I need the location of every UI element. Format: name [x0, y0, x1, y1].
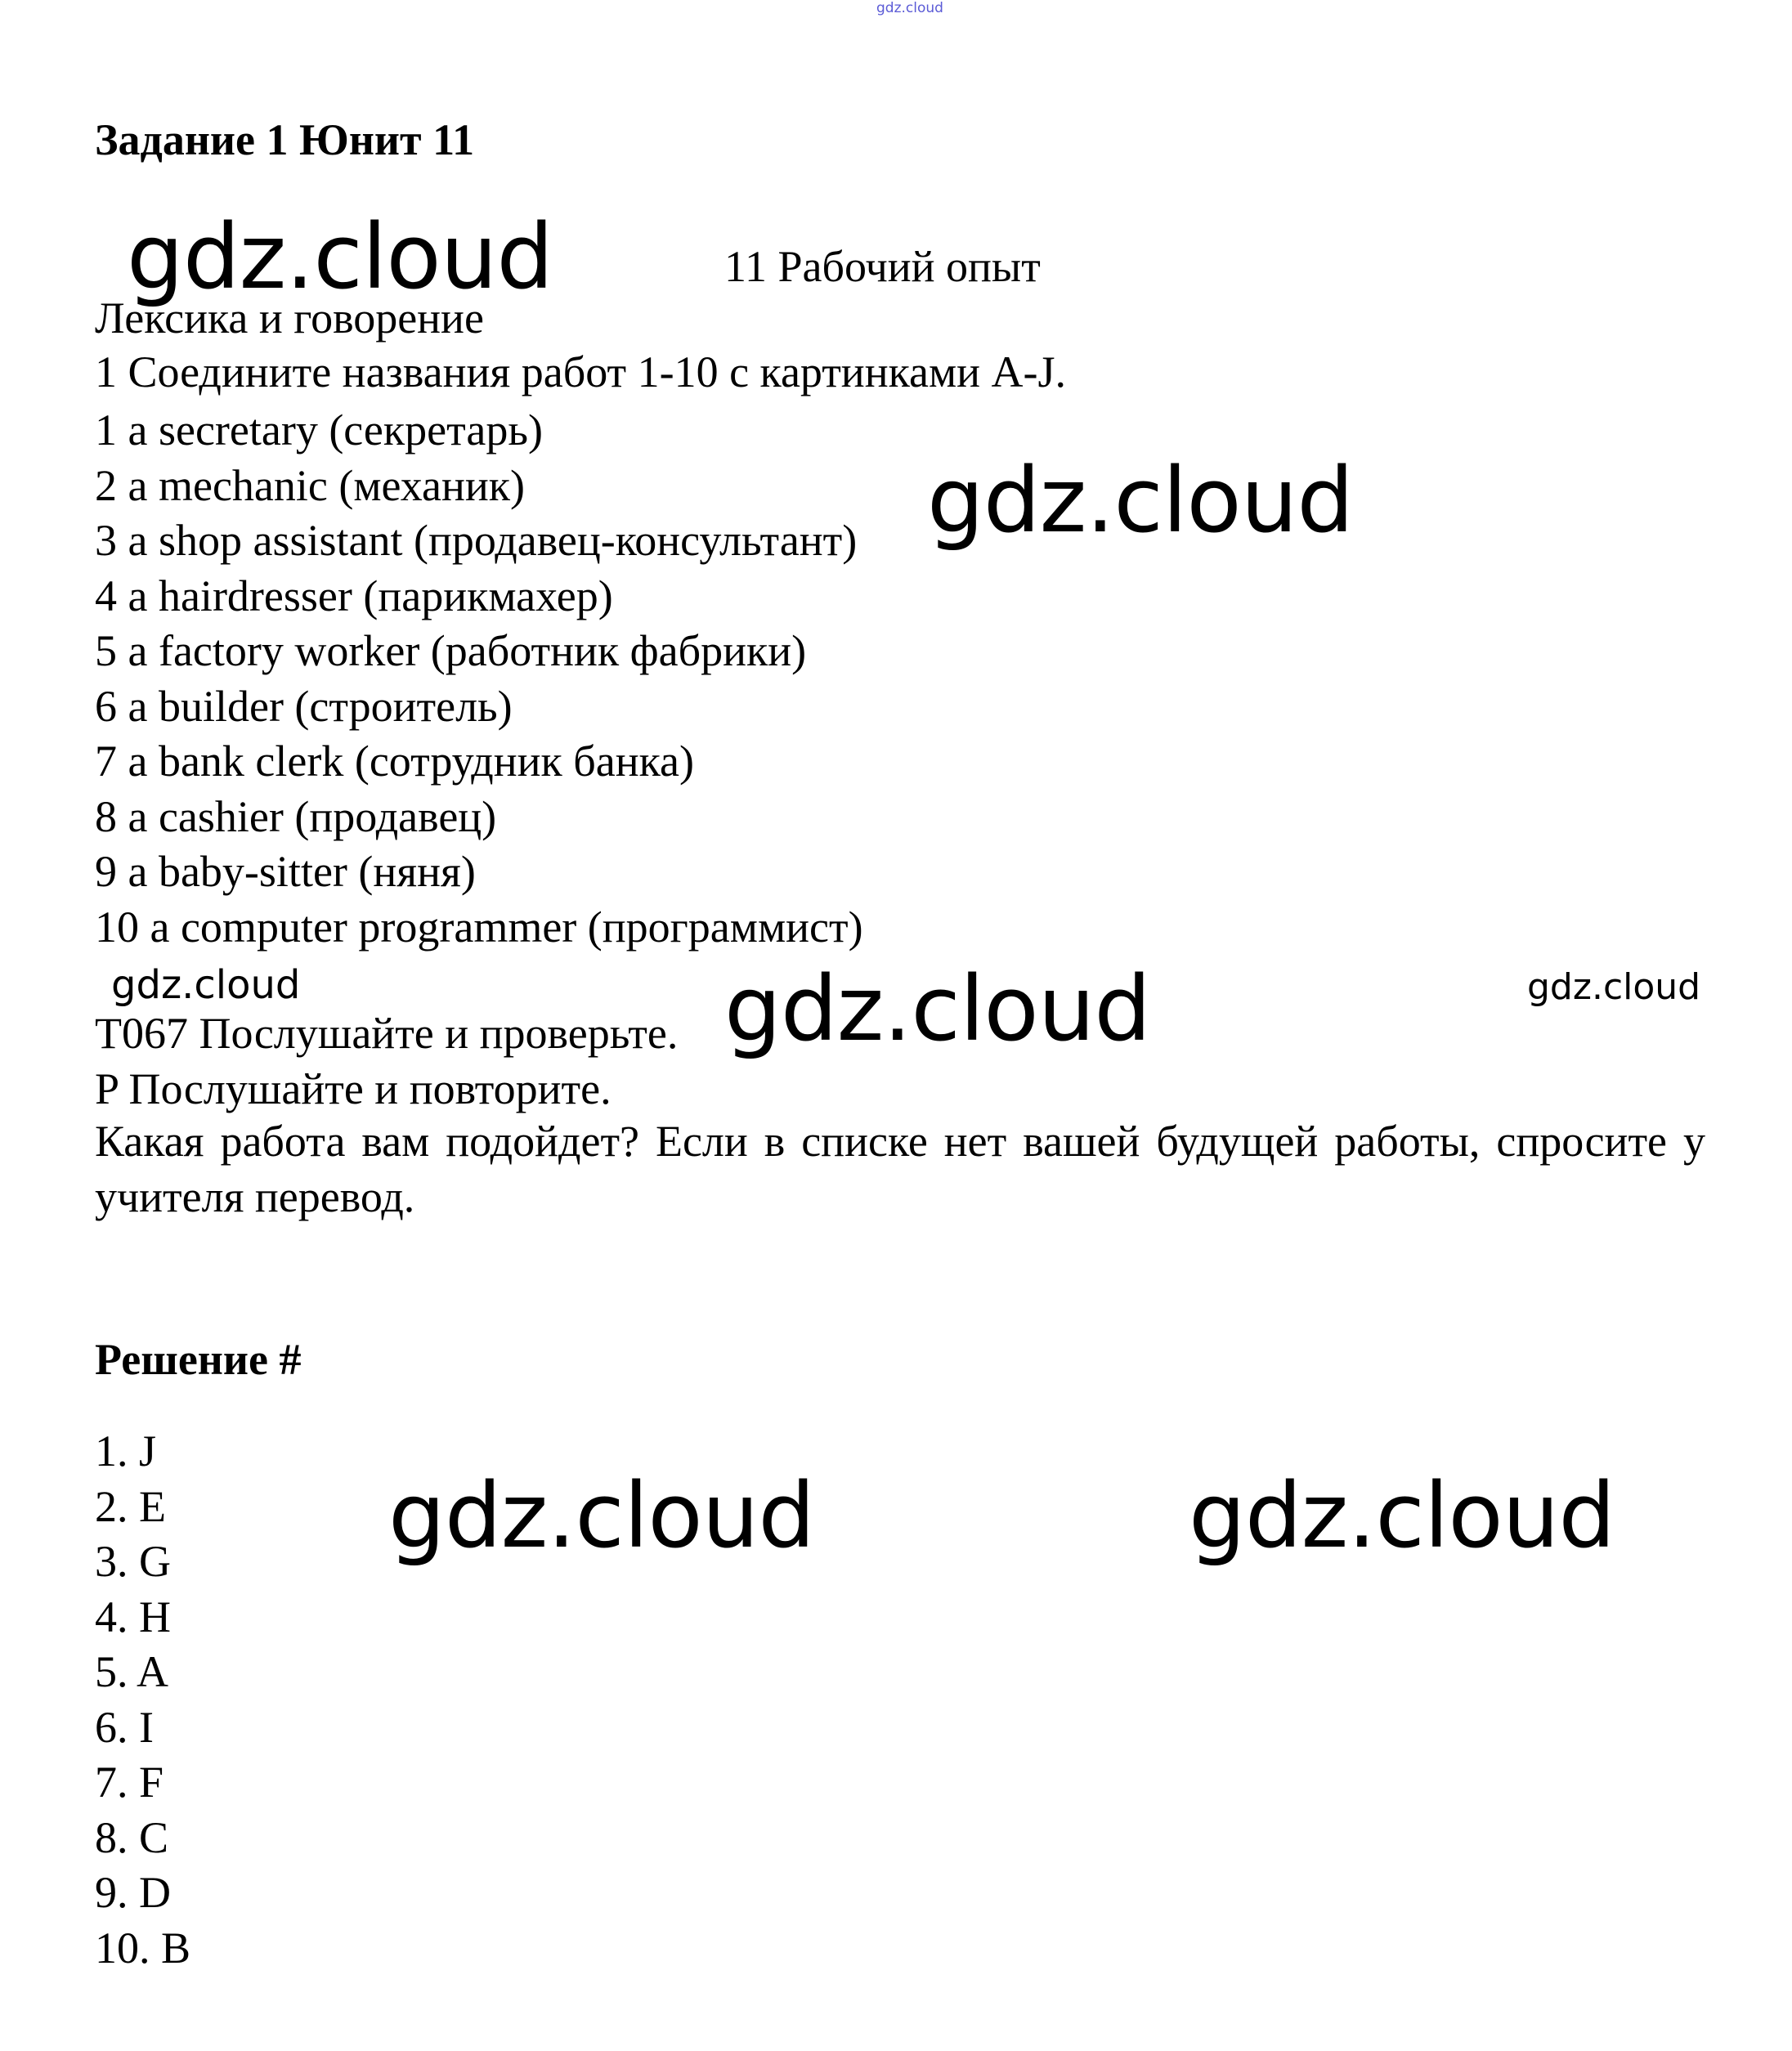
task-instruction: 1 Соедините названия работ 1-10 с картинками A-J. — [95, 347, 1067, 396]
answer-item: 8. C — [95, 1812, 169, 1862]
unit-heading: 11 Рабочий опыт — [724, 242, 1041, 291]
listen-repeat: P Послушайте и повторите. — [95, 1064, 612, 1113]
header-watermark: gdz.cloud — [876, 0, 943, 16]
watermark: gdz.cloud — [111, 962, 301, 1008]
answer-item: 4. H — [95, 1592, 171, 1641]
section-heading: Лексика и говорение — [95, 293, 484, 343]
solution-title: Решение # — [95, 1335, 302, 1384]
question-paragraph: Какая работа вам подойдет? Если в списке нет вашей будущей работы, спросите у учителя перевод. — [95, 1117, 1705, 1221]
answer-item: 6. I — [95, 1702, 154, 1752]
answer-item: 2. E — [95, 1481, 166, 1531]
list-item: 1 a secretary (секретарь) — [95, 405, 543, 455]
answer-item: 3. G — [95, 1537, 171, 1586]
list-item: 6 a builder (строитель) — [95, 681, 513, 731]
answer-item: 5. A — [95, 1647, 169, 1696]
watermark: gdz.cloud — [1527, 966, 1701, 1008]
list-item: 2 a mechanic (механик) — [95, 460, 526, 510]
list-item: 5 a factory worker (работник фабрики) — [95, 626, 807, 675]
list-item: 9 a baby-sitter (няня) — [95, 847, 476, 896]
answer-item: 1. J — [95, 1426, 157, 1476]
list-item: 7 a bank clerk (сотрудник банка) — [95, 737, 694, 786]
answers-list — [95, 1424, 190, 1976]
answer-item: 7. F — [95, 1758, 164, 1807]
list-item: 8 a cashier (продавец) — [95, 791, 497, 841]
list-item: 4 a hairdresser (парикмахер) — [95, 571, 613, 620]
watermark: gdz.cloud — [724, 956, 1151, 1061]
answer-item: 9. D — [95, 1868, 171, 1917]
watermark: gdz.cloud — [1189, 1463, 1615, 1568]
list-item: 3 a shop assistant (продавец-консультант) — [95, 516, 858, 565]
answer-item: 10. B — [95, 1923, 191, 1973]
listen-check: T067 Послушайте и проверьте. — [95, 1009, 679, 1058]
watermark: gdz.cloud — [388, 1463, 815, 1568]
page-title: Задание 1 Юнит 11 — [95, 115, 475, 164]
watermark: gdz.cloud — [927, 448, 1354, 553]
watermark: gdz.cloud — [127, 204, 553, 309]
vocabulary-list — [95, 403, 863, 955]
list-item: 10 a computer programmer (программист) — [95, 902, 863, 952]
